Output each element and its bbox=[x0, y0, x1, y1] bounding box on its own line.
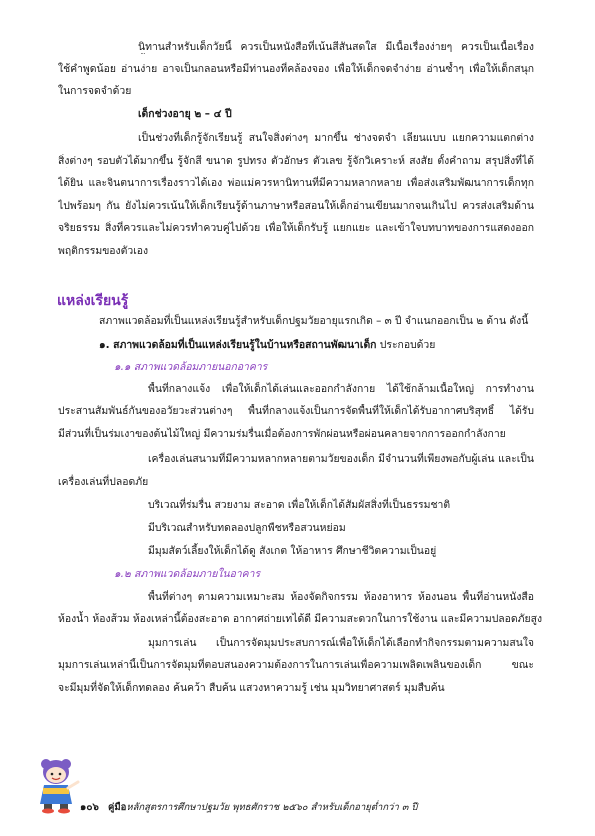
numbered-item bbox=[99, 338, 435, 352]
numbered-item-title: ๑. สภาพแวดล้อมที่เป็นแหล่งเรียนรู้ในบ้านหรือสถานพัฒนาเด็ก bbox=[99, 339, 377, 351]
paragraph-line: เครื่องเล่นที่ปลอดภัย bbox=[58, 476, 149, 488]
paragraph-line: มีส่วนที่เป็นร่มเงาของต้นไม้ใหญ่ มีความร่มรื่นเมื่อต้องการพักผ่อนหรือผ่อนคลายจากการออกกำลังกาย bbox=[58, 428, 506, 440]
paragraph-line: มุมการเล่นเหล่านี้เป็นการจัดมุมที่ตอบสนองความต้องการในการเล่นเพื่อความเพลิดเพลินของเด็ก ขณะ bbox=[58, 659, 534, 671]
paragraph-line: ในการจดจำด้วย bbox=[58, 85, 132, 97]
paragraph-line: ได้ยิน และจินตนาการเรื่องราวได้เอง พ่อแม่ควรหานิทานที่มีความหลากหลาย เพื่อส่งเสริมพัฒนาการเด็กทุก bbox=[58, 177, 534, 189]
footer-guide-label: คู่มือ bbox=[108, 802, 127, 813]
paragraph-line: บริเวณที่ร่มรื่น สวยงาม สะอาด เพื่อให้เด็กได้สัมผัสสิ่งที่เป็นธรรมชาติ bbox=[148, 499, 451, 511]
section-subtitle: เด็กช่วงอายุ ๒ – ๔ ปี bbox=[138, 108, 232, 120]
footer-text bbox=[108, 800, 417, 815]
footer-guide-text: หลักสูตรการศึกษาปฐมวัย พุทธศักราช ๒๕๖๐ สำหรับเด็กอายุต่ำกว่า ๓ ปี bbox=[126, 802, 418, 813]
paragraph-line: เครื่องเล่นสนามที่มีความหลากหลายตามวัยของเด็ก มีจำนวนที่เพียงพอกับผู้เล่น และเป็น bbox=[148, 453, 534, 465]
paragraph-line: ใช้คำพูดน้อย อ่านง่าย อาจเป็นกลอนหรือมีท่านองที่คล้องจอง เพื่อให้เด็กจดจำง่าย อ่านซ้ำๆ เพื่อให้เด็กสนุก bbox=[58, 63, 534, 75]
paragraph-line: พื้นที่กลางแจ้ง เพื่อให้เด็กได้เล่นและออกกำลังกาย ได้ใช้กล้ามเนื้อใหญ่ การทำงาน bbox=[148, 383, 534, 395]
paragraph-line: จริยธรรม สิ่งที่ควรและไม่ควรทำควบคู่ไปด้วย เพื่อให้เด็กรับรู้ แยกแยะ และเข้าใจบทบาทของการแสดงออก bbox=[58, 222, 534, 234]
paragraph-line: ประสานสัมพันธ์กันของอวัยวะส่วนต่างๆ พื้นที่กลางแจ้งเป็นการจัดพื้นที่ให้เด็กได้รับอากาศบริสุทธิ์ ได้รับ bbox=[58, 405, 534, 417]
child-mascot-icon bbox=[34, 758, 82, 814]
paragraph-line: มุมการเล่น เป็นการจัดมุมประสบการณ์เพื่อให้เด็กได้เลือกทำกิจกรรมตามความสนใจ bbox=[148, 637, 534, 649]
numbered-item-suffix: ประกอบด้วย bbox=[379, 339, 436, 351]
paragraph-line: พื้นที่ต่างๆ ตามความเหมาะสม ห้องจัดกิจกรรม ห้องอาหาร ห้องนอน พื้นที่อ่านหนังสือ bbox=[148, 591, 534, 603]
paragraph-line: นิทานสำหรับเด็กวัยนี้ ควรเป็นหนังสือที่เน้นสีสันสดใส มีเนื้อเรื่องง่ายๆ ควรเป็นเนื้อเรื่อง bbox=[138, 41, 534, 53]
section-heading: แหล่งเรียนรู้ bbox=[57, 293, 129, 309]
subsection-title: ๑.๒ สภาพแวดล้อมภายในอาคาร bbox=[114, 568, 261, 580]
paragraph-line: เป็นช่วงที่เด็กรู้จักเรียนรู้ สนใจสิ่งต่างๆ มากขึ้น ช่างจดจำ เลียนแบบ แยกความแตกต่าง bbox=[138, 132, 534, 144]
paragraph-line: สิ่งต่างๆ รอบตัวได้มากขึ้น รู้จักสี ขนาด รูปทรง ตัวอักษร ตัวเลข รู้จักวิเคราะห์ สงสัย ตั้งคำถาม สรุปสิ่งที่ได้ bbox=[58, 155, 534, 167]
subsection-title: ๑.๑ สภาพแวดล้อมภายนอกอาคาร bbox=[114, 361, 268, 373]
paragraph-line: ห้องน้ำ ห้องส้วม ห้องเหล่านี้ต้องสะอาด อากาศถ่ายเทได้ดี มีความสะดวกในการใช้งาน และมีความปลอดภัยสูง bbox=[58, 613, 543, 625]
paragraph-line: สภาพแวดล้อมที่เป็นแหล่งเรียนรู้สำหรับเด็กปฐมวัยอายุแรกเกิด – ๓ ปี จำแนกออกเป็น ๒ ด้าน ดังนี้ bbox=[99, 315, 529, 327]
paragraph-line: มีมุมสัตว์เลี้ยงให้เด็กได้ดู สังเกต ให้อาหาร ศึกษาชีวิตความเป็นอยู่ bbox=[148, 545, 437, 557]
paragraph-line: มีบริเวณสำหรับทดลองปลูกพืชหรือสวนหย่อม bbox=[148, 522, 346, 534]
paragraph-line: จะมีมุมที่จัดให้เด็กทดลอง ค้นคว้า สืบค้น แสวงหาความรู้ เช่น มุมวิทยาศาสตร์ มุมสืบค้น bbox=[58, 682, 445, 694]
paragraph-line: ไปพร้อมๆ กัน ยังไม่ควรเน้นให้เด็กเรียนรู้ด้านภาษาหรือสอนให้เด็กอ่านเขียนมากจนเกินไป ควรส่งเสริมด้าน bbox=[58, 200, 534, 212]
paragraph-line: พฤติกรรมของตัวเอง bbox=[58, 245, 149, 257]
page-number: ๑๐๖ bbox=[80, 802, 99, 813]
